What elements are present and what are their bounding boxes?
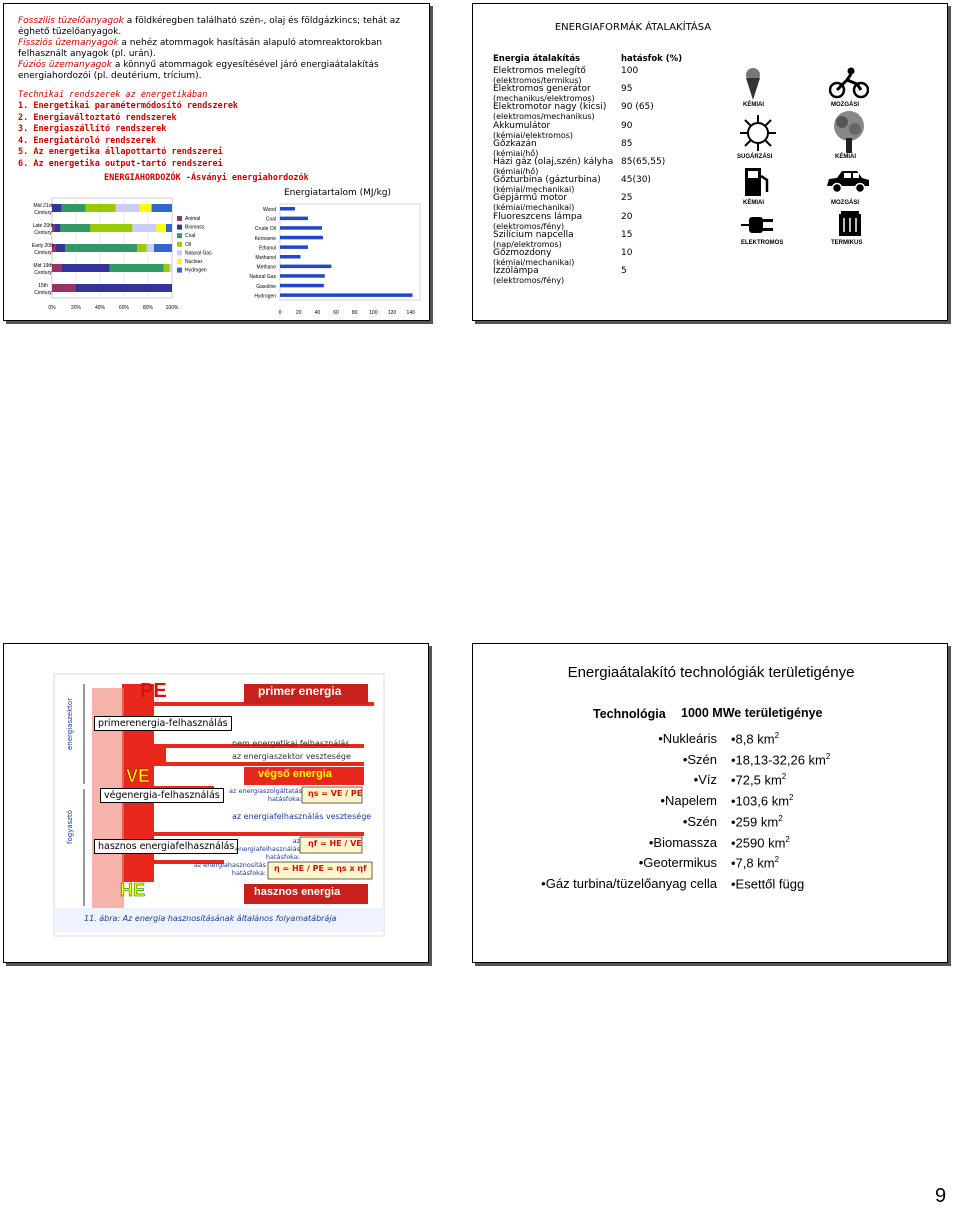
icon-label: MOZGÁSI — [831, 200, 859, 206]
conversion-type: (elektromos/mechanikus) — [493, 112, 595, 122]
icon-label: KÉMIAI — [743, 200, 764, 206]
bar-segment — [152, 204, 172, 212]
he-label: HE — [120, 880, 146, 900]
bar-segment — [62, 264, 110, 272]
efficiency-value: 15 — [621, 229, 633, 240]
systems-title: Technikai rendszerek az energetikában — [18, 90, 208, 100]
legend-swatch — [177, 242, 182, 247]
land-use-value: •Esettől függ — [731, 876, 805, 892]
bar-segment — [132, 224, 156, 232]
bar-segment — [110, 264, 164, 272]
conversion-type: (kémiai/mechanikai) — [493, 258, 575, 267]
plug-icon — [741, 212, 777, 242]
legend-label: Biomass — [185, 224, 205, 231]
category-label: Early 20th — [31, 243, 55, 249]
bar-segment — [164, 264, 170, 272]
category-label: Century — [34, 210, 52, 216]
tick-label: 20 — [295, 310, 302, 316]
conversion-type: (mechanikus/elektromos) — [493, 94, 595, 104]
technology-name: •Napelem — [660, 793, 717, 809]
cyclist-icon — [829, 66, 869, 104]
technology-name: •Víz — [693, 772, 717, 788]
formula-supply: ηs = VE / PE — [308, 789, 363, 798]
efficiency-value: 90 — [621, 120, 633, 131]
tick-label: 120 — [387, 310, 397, 316]
tick-label: 40% — [94, 305, 106, 311]
icon-label: TERMIKUS — [831, 240, 863, 246]
car-icon — [825, 168, 871, 198]
efficiency-value: 85(65,55) — [621, 157, 666, 167]
tick-label: 60 — [333, 310, 339, 316]
category-label: 15th — [38, 283, 48, 289]
bar-segment — [116, 204, 140, 212]
efficiency-value: 25 — [621, 193, 633, 204]
energy-bar — [280, 255, 301, 259]
tick-label: 140 — [406, 310, 415, 316]
efficiency-value: 90 (65) — [621, 102, 654, 113]
land-use-title: Energiaátalakító technológiák területigénye — [567, 664, 855, 681]
legend-label: Animal — [185, 216, 201, 222]
tick-label: 100 — [369, 310, 378, 316]
conversion-name: Házi gáz (olaj,szén) kályha — [493, 157, 614, 167]
category-label: Century — [34, 230, 52, 236]
page-number: 9 — [935, 1185, 947, 1207]
conversion-title: ENERGIAFORMÁK ÁTALAKÍTÁSA — [554, 22, 712, 33]
energy-bar — [280, 226, 322, 230]
category-label: Ethanol — [259, 245, 276, 252]
fuel-pump-icon — [743, 166, 771, 202]
bar-segment — [147, 244, 154, 252]
col-technology: Technológia — [593, 707, 666, 721]
bar-segment — [54, 224, 60, 232]
intro-paragraph-2: Fúziós üzemanyagok a könnyű atommagok egyesítésével járó energiaátalakítás energiahordozói (pl. deutérium, trícium). — [18, 60, 379, 81]
land-use-value: •2590 $km^2$ — [731, 834, 790, 850]
category-label: Hydrogen — [254, 293, 276, 300]
tick-label: 100% — [165, 305, 179, 311]
category-label: Methane — [256, 264, 276, 271]
legend-swatch — [177, 259, 182, 264]
efficiency-value: 95 — [621, 84, 633, 95]
energy-content-chart — [240, 200, 424, 318]
legend-swatch — [177, 268, 182, 273]
bar-segment — [76, 284, 172, 292]
land-use-value: •7,8 $km^2$ — [731, 855, 780, 871]
category-label: Century — [34, 270, 52, 276]
sector-label: energiaszektor — [66, 697, 74, 750]
conversion-type: (kémiai/elektromos) — [493, 130, 574, 140]
col-efficiency: hatásfok (%) — [621, 54, 683, 64]
useful-energy-label: hasznos energia — [254, 886, 341, 898]
conversion-name: Fluoreszcens lámpa — [493, 211, 583, 222]
energy-chart-title: Energiatartalom (MJ/kg) — [284, 188, 392, 198]
bar-segment — [156, 224, 166, 232]
land-use-value: •8,8 $km^2$ — [731, 731, 780, 747]
energy-bar — [280, 265, 331, 269]
technology-name: •Gáz turbina/tüzelőanyag cella — [541, 875, 717, 891]
final-use-label: végenergia-felhasználás — [100, 788, 224, 803]
system-item: 1. Energetikai paramétermódosító rendszerek — [18, 101, 239, 111]
bar-segment — [65, 244, 137, 252]
bar-segment — [60, 224, 90, 232]
icon-label: KÉMIAI — [835, 154, 856, 160]
tick-label: 80% — [142, 305, 154, 311]
efficiency-row — [493, 84, 813, 104]
icon-label: KÉMIAI — [743, 102, 764, 108]
land-use-value: •18,13-32,26 $km^2$ — [731, 751, 831, 768]
tick-label: 40 — [314, 310, 321, 316]
fossil-title: ENERGIAHORDOZÓK -Ásványi energiahordozók — [104, 173, 309, 183]
systems-list — [18, 90, 418, 171]
efficiency-row — [493, 66, 813, 86]
intro-text — [18, 16, 418, 82]
ice-cream-icon — [741, 66, 765, 106]
col-land-use: 1000 MWe területigénye — [681, 706, 823, 720]
sun-icon — [739, 114, 777, 156]
conversion-name: Szilícium napcella — [493, 229, 574, 240]
land-use-value: •259 $km^2$ — [731, 813, 783, 830]
sector-loss-label: az energiaszektor vesztesége — [232, 752, 351, 761]
efficiency-value: 20 — [621, 211, 633, 222]
energy-bar — [280, 236, 323, 240]
slide-energy-carriers — [3, 3, 430, 321]
conversion-name: Elektromos melegítő — [493, 66, 586, 76]
ve-label: VE — [126, 766, 151, 786]
primary-use-label: primerenergia-felhasználás — [94, 716, 232, 731]
bar-segment — [137, 244, 147, 252]
use-eff-label: az energiafelhasználás hatásfoka: — [235, 837, 300, 861]
legend-label: Coal — [185, 233, 196, 240]
icon-label: MOZGÁSI — [831, 102, 859, 108]
category-label: Mid 21st — [33, 203, 53, 209]
system-item: 5. Az energetika állapottartó rendszerei — [18, 147, 223, 158]
slide-energy-flow — [3, 643, 429, 963]
tick-label: 0% — [48, 305, 56, 311]
conversion-type: (elektromos/fény) — [493, 276, 565, 286]
legend-swatch — [177, 216, 182, 221]
technology-name: •Geotermikus — [638, 855, 717, 871]
technology-name: •Biomassza — [648, 834, 717, 850]
util-eff-label: az energiahasznosítás hatásfoka: — [193, 861, 266, 877]
category-label: Century — [34, 250, 52, 256]
bar-segment — [90, 224, 132, 232]
conversion-name: Izzólámpa — [493, 266, 539, 277]
tick-label: 0 — [278, 310, 282, 316]
energy-mix-chart — [12, 196, 230, 314]
bar-segment — [62, 204, 86, 212]
category-label: Coal — [265, 216, 276, 223]
conversion-type: (kémiai/hő) — [493, 167, 539, 176]
icon-label: ELEKTROMOS — [741, 240, 784, 246]
technology-name: •Nukleáris — [658, 731, 717, 746]
efficiency-row — [493, 248, 813, 268]
tick-label: 20% — [70, 305, 82, 311]
energy-bar — [280, 245, 308, 249]
consumer-loss-label: az energiafelhasználás vesztesége — [232, 812, 372, 821]
slide-land-use — [472, 643, 948, 963]
system-item: 2. Energiaváltoztató rendszerek — [18, 112, 177, 123]
technology-name: •Szén — [682, 813, 717, 829]
system-item: 6. Az energetika output-tartó rendszerei — [18, 158, 223, 169]
land-use-value: •72,5 $km^2$ — [731, 772, 787, 788]
non-energy-label: nem energetikai felhasználás — [232, 739, 350, 748]
legend-label: Nuclear — [185, 259, 203, 265]
slide-energy-conversion — [472, 3, 948, 321]
bar-segment — [166, 224, 172, 232]
intro-paragraph-1: Fissziós üzemanyagok a nehéz atommagok hasításán alapuló atomreaktorokban felhasznált anyagok (pl. urán). — [18, 38, 383, 59]
figure-caption: 11. ábra: Az energia hasznosításának általános folyamatábrája — [84, 914, 337, 923]
category-label: Crude Oil — [254, 226, 276, 233]
energy-bar — [280, 284, 324, 288]
legend-label: Hydrogen — [185, 267, 207, 274]
energy-bar — [280, 274, 325, 278]
technology-name: •Szén — [682, 751, 717, 767]
conversion-type: (kémiai/mechanikai) — [493, 203, 575, 213]
system-item: 4. Energiatároló rendszerek — [18, 135, 157, 146]
efficiency-row — [493, 266, 813, 286]
bar-segment — [140, 204, 152, 212]
heater-icon — [837, 210, 863, 242]
intro-paragraph-0: Fosszilis tüzelőanyagok a földkéregben található szén-, olaj és földgázkincs; tehát az éghető tüzelőanyagok. — [18, 16, 400, 37]
legend-swatch — [177, 225, 182, 230]
conversion-name: Elektromotor nagy (kicsi) — [493, 102, 607, 113]
bar-segment — [52, 204, 62, 212]
supply-eff-label: az energiaszolgáltatás hatásfoka: — [229, 787, 302, 803]
conversion-type: (kémiai/hő) — [493, 148, 539, 158]
formula-use: ηf = HE / VE — [308, 839, 362, 848]
system-item: 3. Energiaszállító rendszerek — [18, 124, 167, 135]
category-label: Late 20th — [32, 223, 54, 229]
final-energy-label: végső energia — [258, 768, 332, 780]
bar-segment — [86, 204, 116, 212]
conversion-name: Gőzkazán — [493, 138, 537, 149]
conversion-type: (elektromos/fény) — [493, 221, 565, 231]
energy-bar — [280, 293, 413, 297]
primary-energy-label: primer energia — [258, 684, 342, 698]
category-label: Century — [34, 290, 52, 296]
energy-bar — [280, 217, 308, 221]
efficiency-value: 10 — [621, 248, 633, 258]
conversion-name: Elektromos generátor — [493, 84, 591, 95]
tree-icon — [831, 110, 867, 158]
land-use-value: •103,6 $km^2$ — [731, 793, 794, 809]
legend-label: Natural Gas — [185, 250, 212, 257]
conversion-name: Akkumulátor — [493, 120, 551, 131]
category-label: Mid 19th — [33, 263, 53, 269]
formula-total: η = HE / PE = ηs x ηf — [274, 864, 367, 873]
conversion-name: Gőzturbina (gázturbina) — [493, 175, 601, 186]
category-label: Wood — [263, 207, 276, 213]
bar-segment — [154, 244, 172, 252]
conversion-type: (kémiai/mechanikai) — [493, 185, 575, 195]
efficiency-value: 100 — [621, 66, 639, 76]
efficiency-value: 85 — [621, 138, 633, 149]
tick-label: 60% — [118, 305, 130, 311]
category-label: Methanol — [255, 255, 276, 261]
tick-label: 80 — [351, 310, 358, 316]
efficiency-value: 5 — [621, 266, 627, 277]
energy-bar — [280, 207, 295, 211]
conversion-type: (nap/elektromos) — [493, 239, 562, 249]
useful-use-label: hasznos energiafelhasználás — [94, 839, 238, 854]
consumer-label: fogyasztó — [66, 810, 74, 844]
bar-segment — [52, 284, 76, 292]
legend-swatch — [177, 250, 182, 255]
category-label: Kerosene — [254, 235, 276, 242]
col-conversion: Energia átalakítás — [493, 54, 581, 64]
conversion-name: Gőzmozdony — [493, 248, 552, 258]
legend-label: Oil — [185, 241, 192, 248]
category-label: Natural Gas — [249, 274, 276, 281]
bar-segment — [56, 244, 66, 252]
legend-swatch — [177, 233, 182, 238]
icon-label: SUGÁRZÁSI — [737, 154, 773, 160]
bar-segment — [170, 264, 172, 272]
conversion-type: (elektromos/termikus) — [493, 76, 582, 85]
pe-label: PE — [140, 680, 167, 702]
category-label: Gasoline — [256, 283, 276, 290]
conversion-name: Gépjármű motor — [493, 193, 568, 204]
efficiency-value: 45(30) — [621, 175, 651, 186]
bar-segment — [52, 264, 62, 272]
